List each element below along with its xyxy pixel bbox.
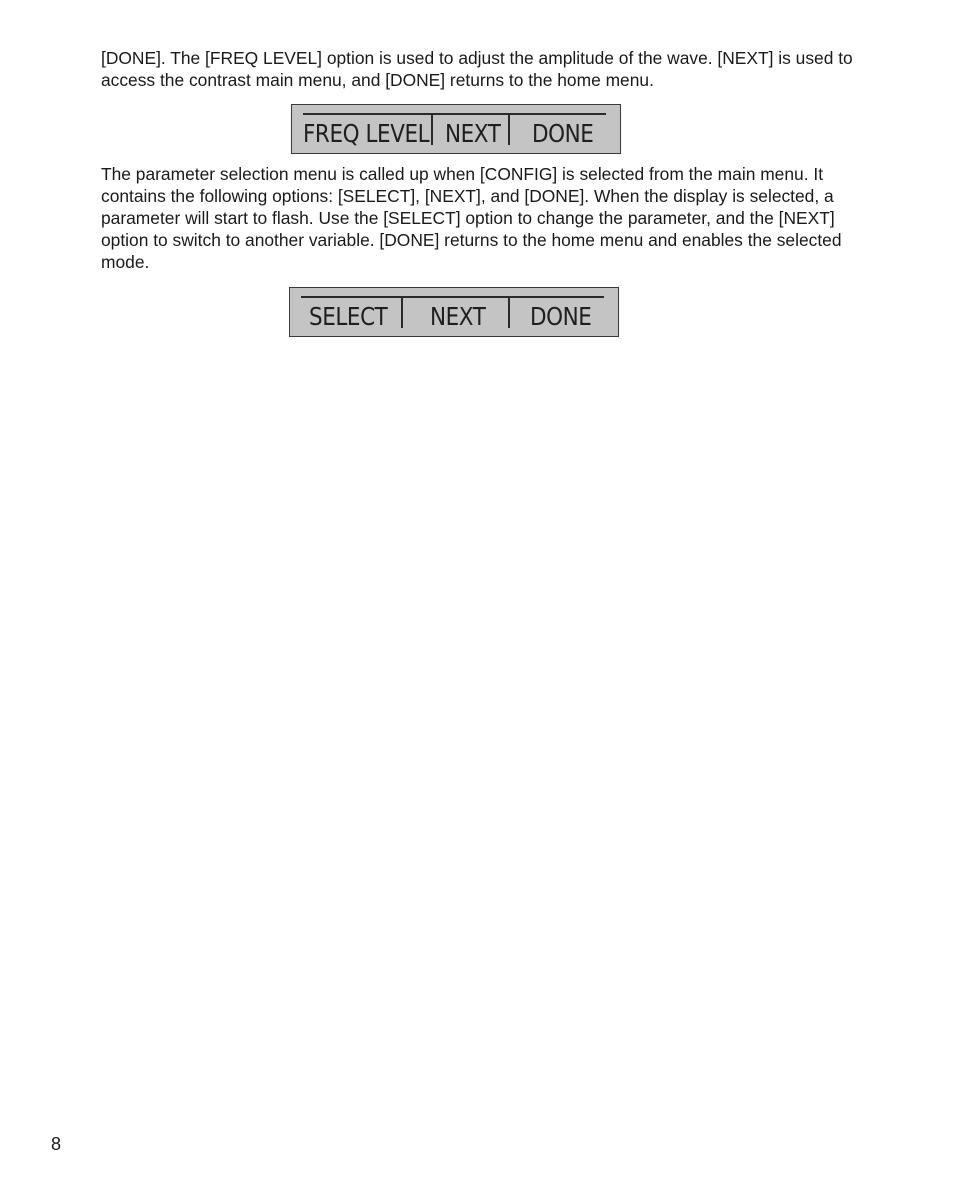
- lcd-option-done: DONE: [532, 119, 594, 148]
- lcd-display-freq-menu: [291, 104, 621, 154]
- paragraph-freq-level: [DONE]. The [FREQ LEVEL] option is used to adjust the amplitude of the wave. [NEXT] is used to access the contrast main menu, and [DONE] returns to the home menu.: [101, 48, 853, 90]
- lcd-option-next: NEXT: [445, 119, 501, 148]
- lcd-divider: [508, 115, 510, 145]
- lcd-top-line: [301, 296, 604, 298]
- lcd-divider: [431, 115, 433, 145]
- paragraph-parameter-selection: The parameter selection menu is called up when [CONFIG] is selected from the main menu. It contains the following options: [SELECT], [NEXT], and [DONE]. When the display is selected, a parameter will start to flash. Use the [SELECT] option to change the parameter, and the [NEXT] option to switch to another variable. [DONE] returns to the home menu and enables the selected mode.: [101, 164, 842, 272]
- lcd-option-select: SELECT: [309, 302, 388, 331]
- lcd-option-next: NEXT: [430, 302, 486, 331]
- lcd-option-freq-level: FREQ LEVEL: [303, 119, 430, 148]
- lcd-top-line: [303, 113, 606, 115]
- page-number: 8: [51, 1134, 62, 1154]
- lcd-divider: [401, 298, 403, 328]
- lcd-option-done: DONE: [530, 302, 592, 331]
- lcd-display-config-menu: [289, 287, 619, 337]
- lcd-divider: [508, 298, 510, 328]
